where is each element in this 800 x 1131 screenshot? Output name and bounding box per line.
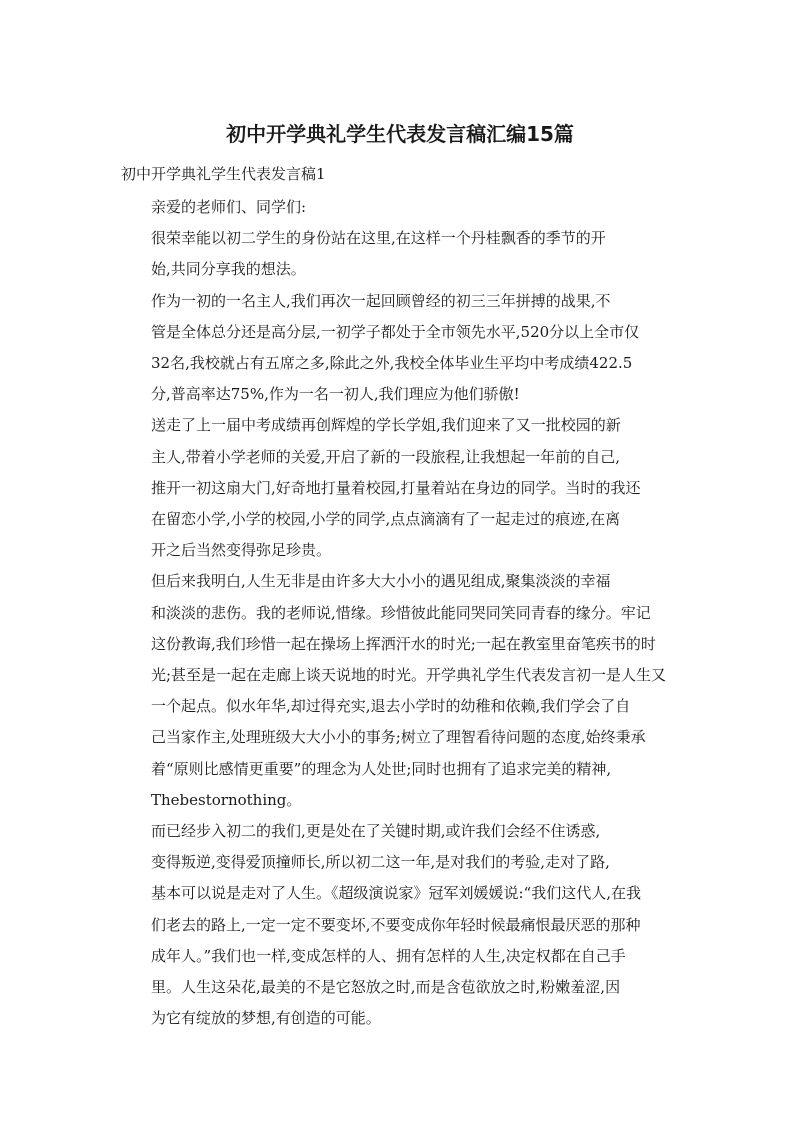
paragraph <box>121 566 681 816</box>
paragraph-line: 主人,带着小学老师的关爱,开启了新的一段旅程,让我想起一年前的自己, <box>151 447 621 466</box>
section-heading: 初中开学典礼学生代表发言稿1 <box>121 165 326 183</box>
paragraph-line: 己当家作主,处理班级大大小小的事务;树立了理智看待问题的态度,始终秉承 <box>151 728 646 747</box>
paragraph-line: 始,共同分享我的想法。 <box>151 260 306 279</box>
paragraph-line: 一个起点。似水年华,却过得充实,退去小学时的幼稚和依赖,我们学会了自 <box>151 697 631 716</box>
paragraph-line: 开之后当然变得弥足珍贵。 <box>151 541 332 560</box>
paragraph-line: 作为一初的一名主人,我们再次一起回顾曾经的初三三年拼搏的战果,不 <box>151 291 611 310</box>
paragraph-line: Thebestornothing。 <box>151 790 302 809</box>
paragraph-line: 光;甚至是一起在走廊上谈天说地的时光。开学典礼学生代表发言初一是人生又 <box>151 666 667 685</box>
paragraph <box>121 410 681 566</box>
document-title: 初中开学典礼学生代表发言稿汇编15篇 <box>226 122 574 146</box>
paragraph-line: 着“原则比感情更重要”的理念为人处世;同时也拥有了追求完美的精神, <box>151 759 612 778</box>
paragraph-line: 亲爱的老师们、同学们: <box>151 198 307 216</box>
paragraph-line: 和淡淡的悲伤。我的老师说,惜缘。珍惜彼此能同哭同笑同青春的缘分。牢记 <box>151 603 651 622</box>
paragraph-line: 基本可以说是走对了人生。《超级演说家》冠军刘媛媛说:“我们这代人,在我 <box>151 884 641 903</box>
paragraph-line: 分,普高率达75%,作为一名一初人,我们理应为他们骄傲! <box>151 385 520 404</box>
paragraph-line: 而已经步入初二的我们,更是处在了关键时期,或许我们会经不住诱惑, <box>151 822 601 841</box>
paragraph <box>121 223 681 285</box>
paragraph-line: 为它有绽放的梦想,有创造的可能。 <box>151 1009 381 1028</box>
paragraph-line: 但后来我明白,人生无非是由许多大大小小的遇见组成,聚集淡淡的幸福 <box>151 572 611 591</box>
paragraph-line: 里。人生这朵花,最美的不是它怒放之时,而是含苞欲放之时,粉嫩羞涩,因 <box>151 978 621 997</box>
paragraph-line: 在留恋小学,小学的校园,小学的同学,点点滴滴有了一起走过的痕迹,在离 <box>151 510 621 529</box>
paragraph-line: 送走了上一届中考成绩再创辉煌的学长学姐,我们迎来了又一批校园的新 <box>151 416 621 435</box>
paragraph-line: 管是全体总分还是高分层,一初学子都处于全市领先水平,520分以上全市仅 <box>151 322 640 341</box>
paragraph-line: 成年人。”我们也一样,变成怎样的人、拥有怎样的人生,决定权都在自己手 <box>151 946 626 965</box>
paragraph-line: 变得叛逆,变得爱顶撞师长,所以初二这一年,是对我们的考验,走对了路, <box>151 853 610 872</box>
paragraph <box>121 286 681 411</box>
paragraph-line: 这份教诲,我们珍惜一起在操场上挥洒汗水的时光;一起在教室里奋笔疾书的时 <box>151 634 656 653</box>
paragraph <box>121 816 681 1034</box>
paragraph-line: 们老去的路上,一定一定不要变坏,不要变成你年轻时候最痛恨最厌恶的那种 <box>151 915 641 934</box>
paragraph-line: 推开一初这扇大门,好奇地打量着校园,打量着站在身边的同学。当时的我还 <box>151 478 641 497</box>
paragraph <box>121 192 681 223</box>
paragraph-line: 32名,我校就占有五席之多,除此之外,我校全体毕业生平均中考成绩422.5 <box>151 354 633 373</box>
paragraph-line: 很荣幸能以初二学生的身份站在这里,在这样一个丹桂飘香的季节的开 <box>151 229 606 248</box>
document-body <box>121 192 681 1034</box>
